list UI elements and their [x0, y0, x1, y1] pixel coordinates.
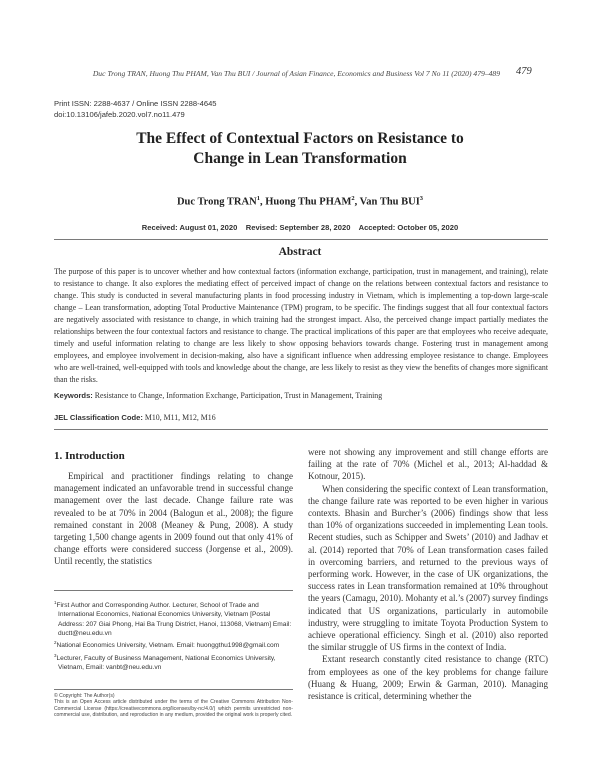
divider-rule — [54, 429, 548, 430]
footnotes — [54, 598, 293, 673]
body-paragraph: When considering the specific context of Lean transformation, the change failure rate was reported to be even higher in various contexts. Bhasin and Burcher’s (2006) findings show that less than 10% of organizations succeeded in implementing Lean tools. Recent studies, such as Schipper and Swets’ (2010) and Jadhav et al. (2014) reported that 70% of Lean transformation cases failed in overcoming barriers, and returned to the previous ways of performing work. However, in the case of UK organizations, the success rates in Lean transformation remained at 10% throughout the years (Camagu, 2010). Mohanty et al.’s (2007) survey findings indicated that US organizations, particularly in automobile industry, were struggling to imitate Toyota Production System to achieve operational efficiency. Singh et al. (2010) also reported the similar struggle of US firms in the context of India. — [308, 483, 548, 653]
paper-title — [60, 129, 540, 169]
jel-line — [54, 413, 548, 422]
footnote: $^2$National Economics University, Vietnam. Email: huonggthu1998@gmail.com — [54, 640, 280, 650]
body-paragraph: Extant research constantly cited resistance to change (RTC) from employees as one of the key problems for change failure (Huang & Huang, 2009; Erwin & Garman, 2010). Managing resistance is critical, determining whether the — [308, 654, 548, 702]
copyright-line: © Copyright: The Author(s) — [54, 693, 115, 699]
keywords-label: Keywords: — [54, 391, 93, 400]
footnote: $^3$Lecturer, Faculty of Business Management, National Economics University, Vietnam, Email: vanbt@neu.edu.vn — [54, 652, 276, 672]
author-name: Van Thu BUI — [359, 196, 420, 208]
license-rule — [54, 689, 293, 690]
issn-block — [54, 99, 217, 120]
footnote: $^1$First Author and Corresponding Author. Lecturer, School of Trade and International Economics, National Economics University, Vietnam [Postal Address: 207 Giai Phong, Hai Ba Trung District, Hanoi, 113068, Vietnam] Email: ductt@neu.edu.vn — [54, 600, 292, 638]
submission-dates: Received: August 01, 2020 Revised: September 28, 2020 Accepted: October 05, 2020 — [141, 223, 459, 232]
issn-line: Print ISSN: 2288-4637 / Online ISSN 2288-4645 — [54, 99, 217, 108]
keywords-text: Resistance to Change, Information Exchange, Participation, Trust in Management, Training — [94, 391, 383, 400]
author-mark: 2 — [351, 195, 355, 202]
author-mark: 3 — [419, 195, 424, 202]
abstract-text: The purpose of this paper is to uncover whether and how contextual factors (information exchange, participation, trust in management, and training), relate to resistance to change. It also explores the mediating effect of perceived impact of change on the relations between contextual factors and resistance to change. This study is conducted in several manufacturing plants in food processing industry in Vietnam, which is implementing a top-down large-scale change – Lean transformation, adopting Total Productive Maintenance (TPM) program, to be specific. The findings suggest that all four contextual factors are negatively associated with resistance to change, in which training had the strongest impact. Also, the perceived change impact partially mediates the relationships between the four contextual factors and resistance to change. The practical implications of this paper are that employees who receive adequate, timely and useful information relating to change are less likely to show opposing behaviors towards change. Fostering trust in management among employees, and employee involvement in decision-making, also have a significant influence when addressing employee resistance to change. Employees who are well-trained, well-equipped with tools and knowledge about the change, are less likely to resist as they view the benefits of changes more significant than the risks. — [54, 267, 548, 385]
title-line-1: The Effect of Contextual Factors on Resistance to — [136, 130, 464, 147]
footnote-rule — [54, 590, 293, 591]
body-paragraph: Empirical and practitioner findings relating to change management indicated an unfavorable trend in successful change management over the last decade. Change failure rate was revealed to be at 70% in 2004 (Balogun et al., 2008); the figure remained constant in 2008 (Meaney & Pung, 2008). A study targeting 1,500 change agents in 2009 found out that only 41% of change efforts were considered success (Jorgense et al., 2009). Until recently, the statistics — [54, 471, 293, 567]
author-mark: 1 — [256, 195, 260, 202]
running-head: Duc Trong TRAN, Huong Thu PHAM, Van Thu BUI / Journal of Asian Finance, Economics and Business Vol 7 No 11 (2020) 479–489 — [92, 69, 500, 78]
license-block — [54, 693, 293, 718]
abstract-heading: Abstract — [278, 246, 322, 258]
keywords-line — [54, 391, 548, 400]
jel-text: M10, M11, M12, M16 — [144, 413, 216, 422]
author-list: Duc Trong TRAN$^1$, Huong Thu PHAM$^2$, Van Thu BUI$^3$ — [176, 195, 424, 208]
body-paragraph: were not showing any improvement and still change efforts are failing at the rate of 70% (Michel et al., 2013; Al-haddad & Kotnour, 2015). — [308, 447, 548, 482]
license-text: This is an Open Access article distributed under the terms of the Creative Commons Attribution Non-Commercial License (https://creativecommons.org/licenses/by-nc/4.0/) which permits unrestricted non-commercial use, distribution, and reproduction in any medium, provided the original work is properly cited. — [54, 699, 293, 718]
doi-line: doi:10.13106/jafeb.2020.vol7.no11.479 — [54, 109, 185, 119]
divider-rule — [54, 239, 548, 240]
right-column — [308, 446, 548, 702]
author-name: Huong Thu PHAM — [265, 196, 352, 208]
title-line-2: Change in Lean Transformation — [193, 150, 407, 167]
author-name: Duc Trong TRAN — [176, 196, 257, 208]
section-heading: 1. Introduction — [54, 450, 125, 462]
page-number: 479 — [516, 66, 532, 77]
left-column — [54, 470, 293, 568]
jel-label: JEL Classification Code: — [54, 413, 143, 422]
